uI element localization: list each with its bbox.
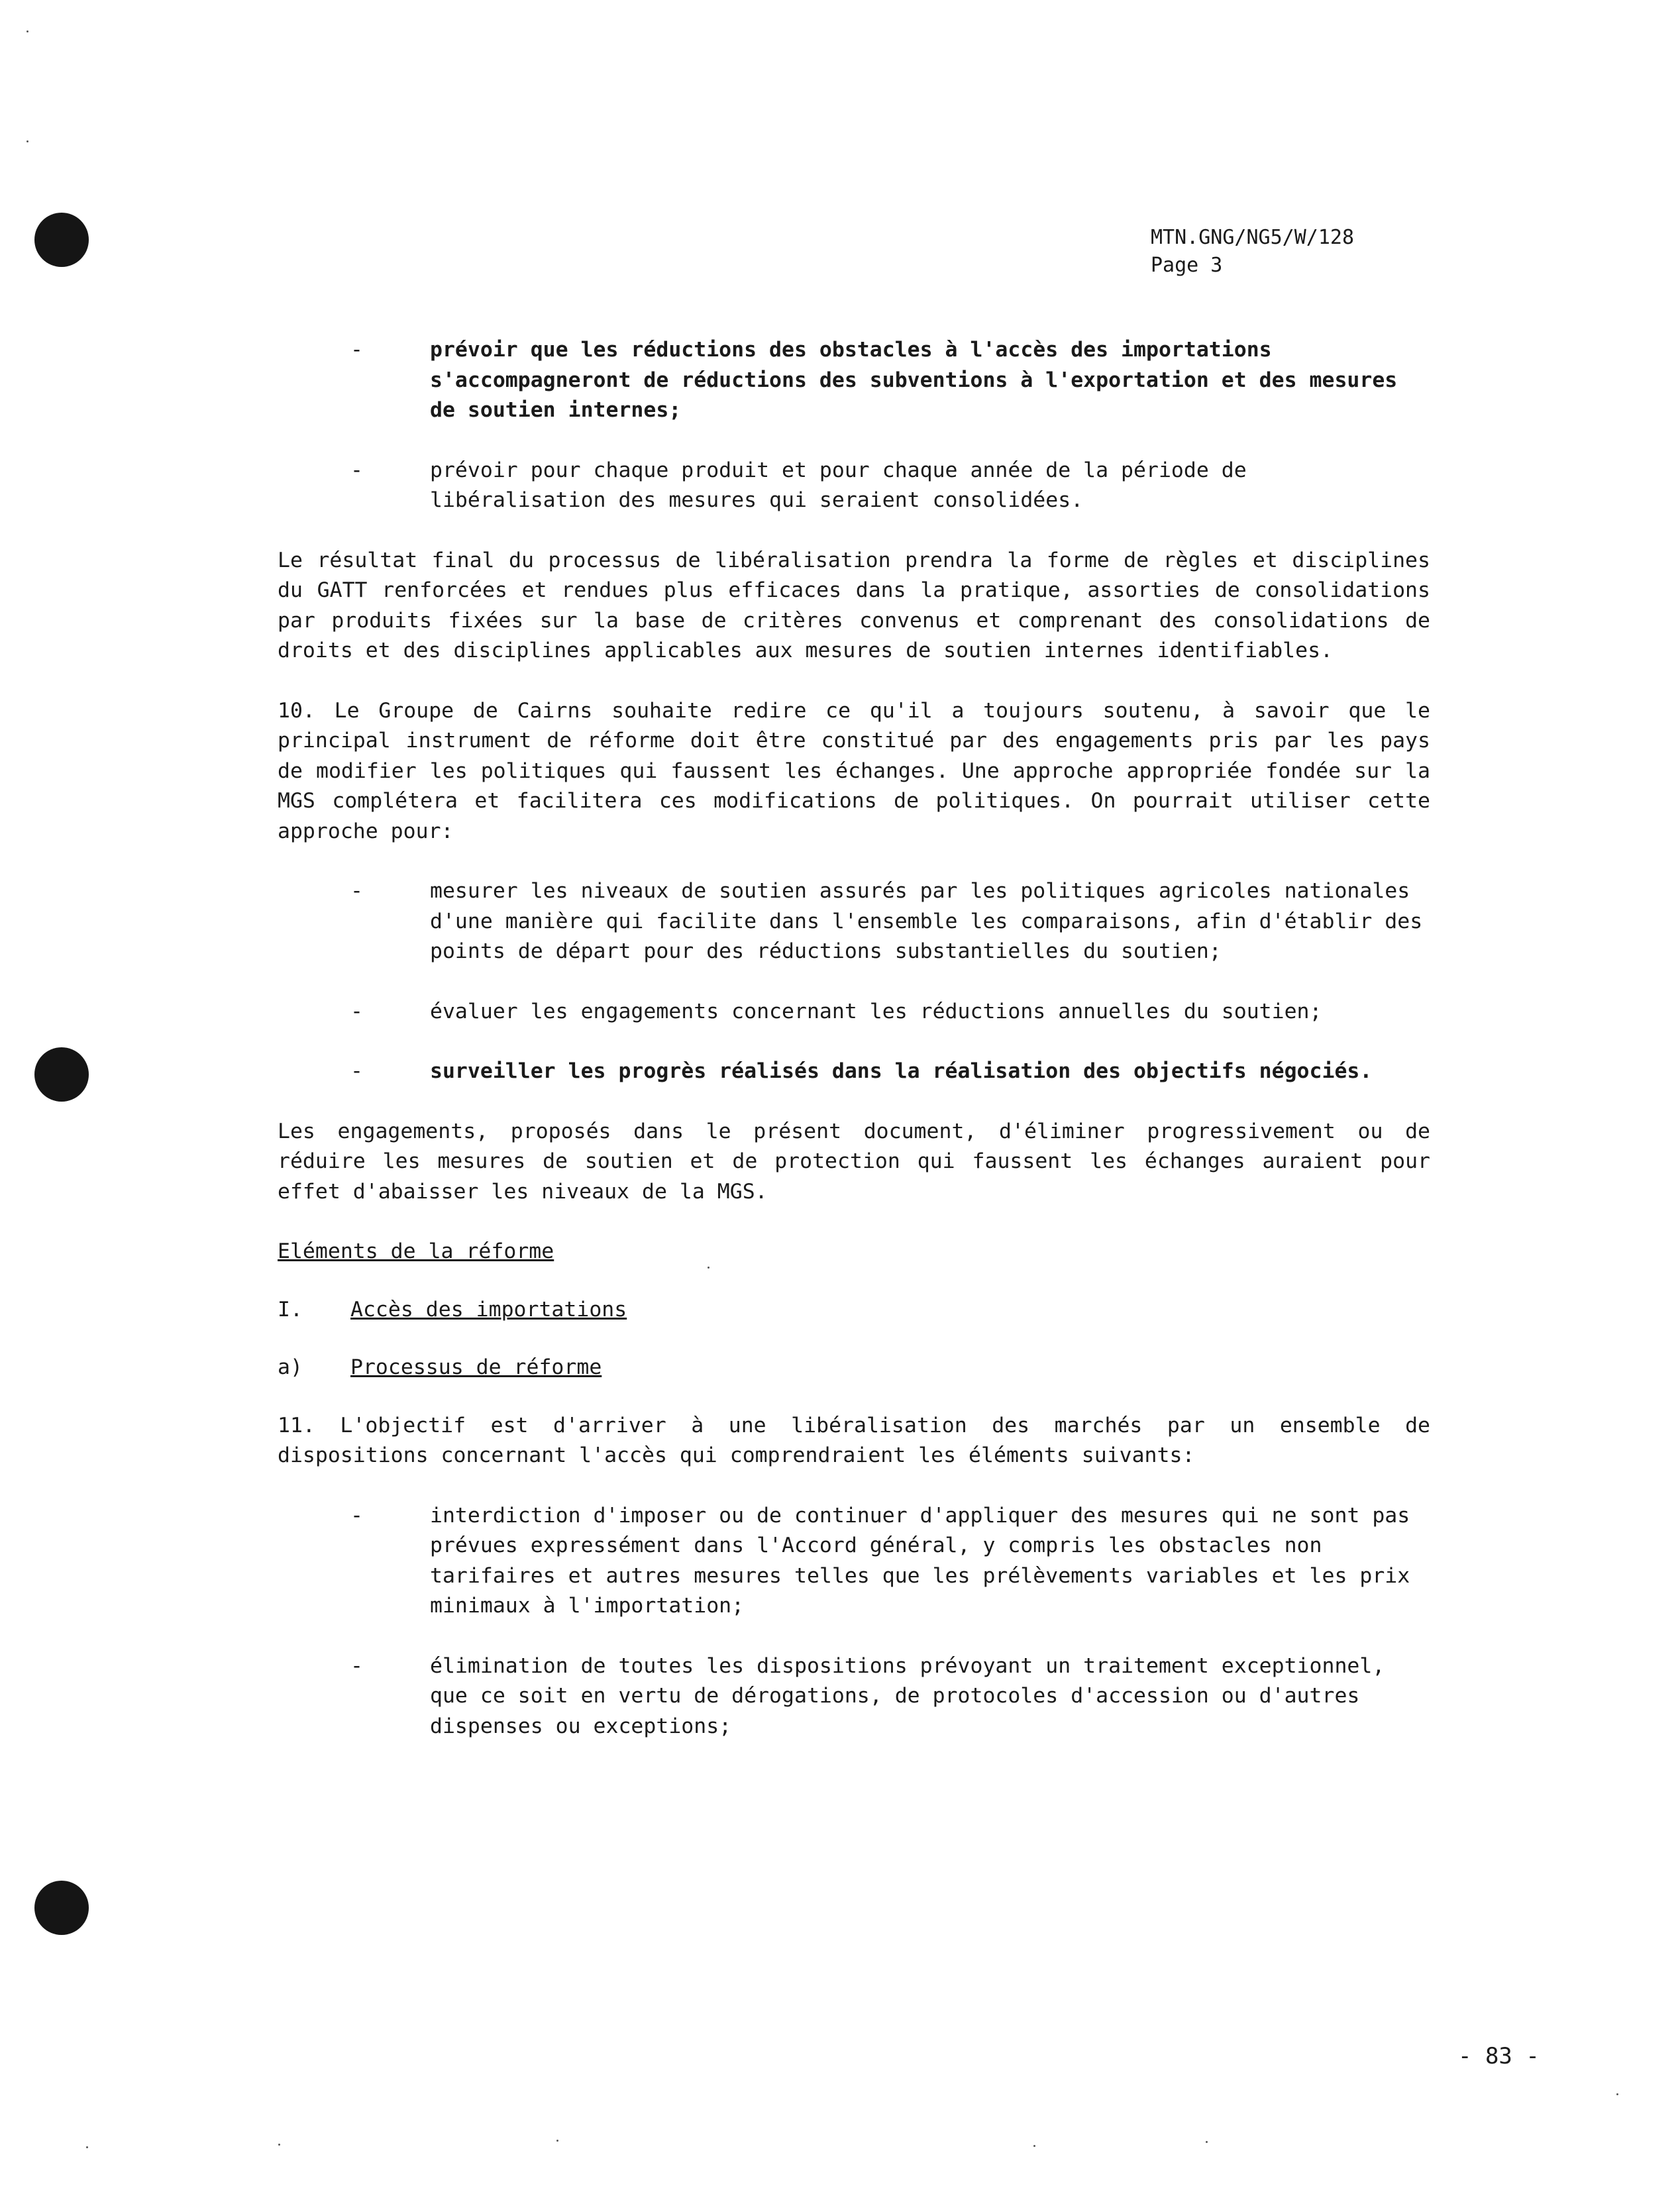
bullet-text: interdiction d'imposer ou de continuer d'appliquer des mesures qui ne sont pas prévues expressément dans l'Accord général, y compris les obstacles non tarifaires et autres mesures telles que les prélèvements variables et les prix minimaux à l'importation; xyxy=(430,1503,1410,1618)
bullet-text: surveiller les progrès réalisés dans la réalisation des objectifs négociés. xyxy=(430,1059,1373,1083)
heading-text: Processus de réforme xyxy=(350,1355,602,1379)
paragraph: Le résultat final du processus de libéralisation prendra la forme de règles et disciplines du GATT renforcées et rendues plus efficaces dans la pratique, assorties de consolidations par produits fixées sur la base de critères convenus et comprenant des consolidations de droits et des disciplines applicables aux mesures de soutien internes identifiables. xyxy=(278,548,1430,662)
punch-hole xyxy=(34,1047,89,1102)
punch-hole xyxy=(34,1881,89,1935)
paragraph-11: 11. L'objectif est d'arriver à une libéralisation des marchés par un ensemble de dispositions concernant l'accès qui comprendraient les éléments suivants: xyxy=(278,1413,1430,1467)
scan-speck xyxy=(1616,2093,1618,2095)
bullet-item xyxy=(278,335,1430,426)
bullet-marker: - xyxy=(350,1653,363,1678)
section-heading-access xyxy=(278,1295,1430,1326)
paragraph: Les engagements, proposés dans le présent document, d'éliminer progressivement ou de réduire les mesures de soutien et de protection qui faussent les échanges auraient pour effet d'abaisser les niveaux de la MGS. xyxy=(278,1119,1430,1204)
subsection-heading-process xyxy=(278,1353,1430,1383)
document-symbol: MTN.GNG/NG5/W/128 xyxy=(1151,226,1355,249)
bullet-marker: - xyxy=(350,879,363,903)
bullet-text: prévoir que les réductions des obstacles à l'accès des importations s'accompagneront de réductions des subventions à l'exportation et des mesures de soutien internes; xyxy=(430,338,1398,422)
bullet-item xyxy=(278,876,1430,967)
scan-speck xyxy=(708,1267,709,1269)
heading-text: Accès des importations xyxy=(350,1297,627,1322)
bullet-item xyxy=(278,1501,1430,1622)
bullet-marker: - xyxy=(350,1503,363,1528)
paragraph-10: 10. Le Groupe de Cairns souhaite redire ce qu'il a toujours soutenu, à savoir que le principal instrument de réforme doit être constitué par des engagements pris par les pays de modifier les politiques qui faussent les échanges. Une approche appropriée fondée sur la MGS complétera et facilitera ces modifications de politiques. On pourrait utiliser cette approche pour: xyxy=(278,698,1430,843)
page-label: Page 3 xyxy=(1151,254,1223,277)
scan-speck xyxy=(1206,2141,1208,2143)
heading-text: Eléments de la réforme xyxy=(278,1239,554,1263)
section-heading-elements xyxy=(278,1237,1430,1267)
bullet-text: prévoir pour chaque produit et pour chaque année de la période de libéralisation des mesures qui seraient consolidées. xyxy=(430,458,1247,512)
bullet-text: évaluer les engagements concernant les réductions annuelles du soutien; xyxy=(430,999,1322,1023)
bullet-item xyxy=(278,456,1430,516)
document-header xyxy=(1151,224,1354,280)
page-number: - 83 - xyxy=(1458,2043,1540,2069)
heading-number: I. xyxy=(278,1297,303,1322)
scan-speck xyxy=(86,2146,88,2148)
bullet-item xyxy=(278,1057,1430,1087)
bullet-marker: - xyxy=(350,1059,363,1083)
bullet-marker: - xyxy=(350,338,363,362)
scan-speck xyxy=(26,140,28,142)
bullet-marker: - xyxy=(350,458,363,482)
bullet-marker: - xyxy=(350,999,363,1023)
scan-speck xyxy=(26,30,28,32)
punch-hole xyxy=(34,213,89,267)
bullet-text: mesurer les niveaux de soutien assurés par les politiques agricoles nationales d'une manière qui facilite dans l'ensemble les comparaisons, afin d'établir des points de départ pour des réductions substantielles du soutien; xyxy=(430,879,1423,963)
bullet-text: élimination de toutes les dispositions prévoyant un traitement exceptionnel, que ce soit en vertu de dérogations, de protocoles d'accession ou d'autres dispenses ou exceptions; xyxy=(430,1653,1385,1738)
bullet-item xyxy=(278,997,1430,1027)
scan-speck xyxy=(1033,2145,1035,2147)
scan-speck xyxy=(556,2140,558,2142)
heading-number: a) xyxy=(278,1355,303,1379)
scan-speck xyxy=(278,2144,280,2146)
bullet-item xyxy=(278,1651,1430,1742)
document-body xyxy=(278,335,1430,1771)
